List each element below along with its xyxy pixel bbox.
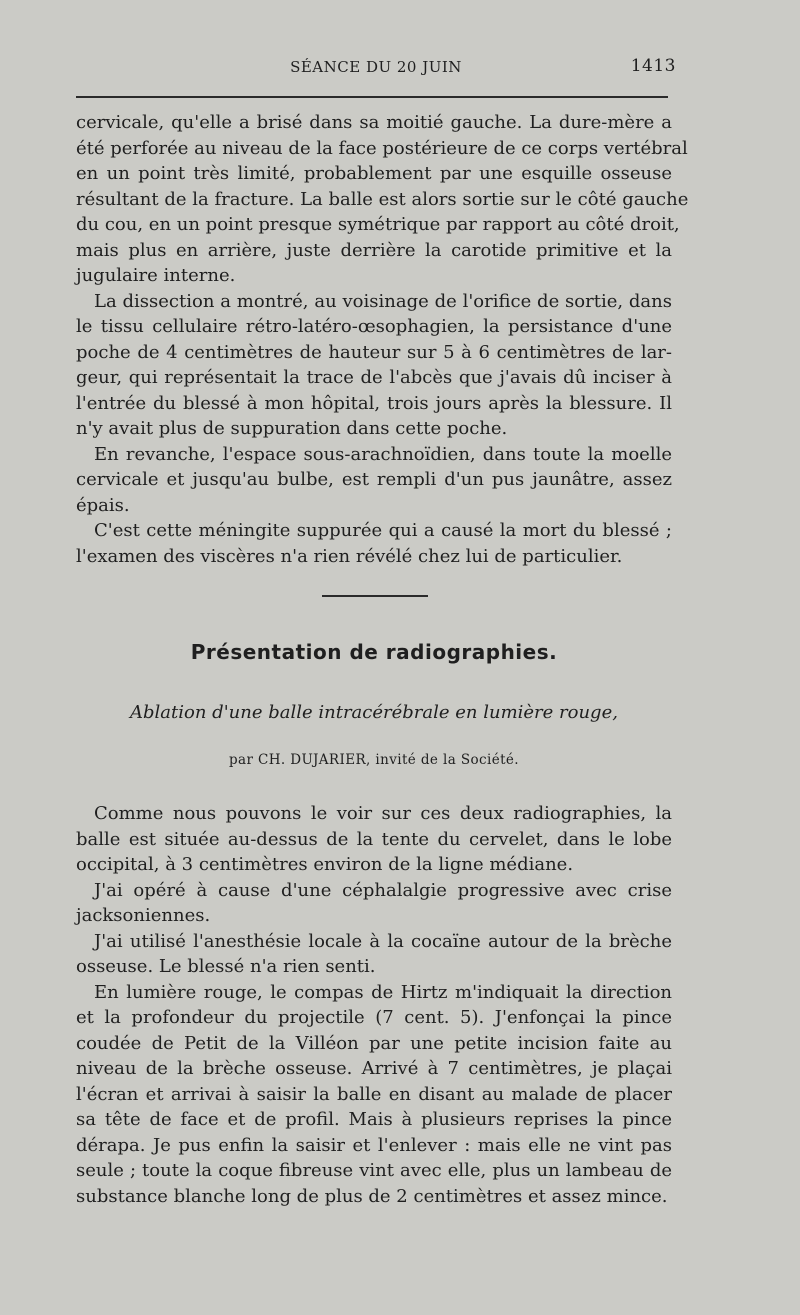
text-line: cervicale et jusqu'au bulbe, est rempli d'un pus jaunâtre, assez: [76, 469, 672, 490]
text-line: poche de 4 centimètres de hauteur sur 5 à 6 centimètres de lar-: [76, 341, 672, 363]
article-body: [76, 801, 672, 1209]
text-line: l'entrée du blessé à mon hôpital, trois jours après la blessure. Il: [76, 392, 672, 414]
text-line: occipital, à 3 centimètres environ de la ligne médiane.: [76, 854, 574, 875]
text-line: l'examen des viscères n'a rien révélé chez lui de particulier.: [76, 545, 623, 567]
section-separator: [322, 595, 428, 597]
text-line: cervicale, qu'elle a brisé dans sa moitié gauche. La dure-mère a: [76, 112, 672, 133]
text-line: osseuse. Le blessé n'a rien senti.: [76, 956, 376, 977]
text-line: balle est située au-dessus de la tente du cervelet, dans le lobe: [76, 828, 672, 850]
text-line: sa tête de face et de profil. Mais à plusieurs reprises la pince: [76, 1109, 672, 1130]
header-rule: [76, 96, 668, 98]
text-line: substance blanche long de plus de 2 centimètres et assez mince.: [76, 1185, 668, 1207]
text-line: épais.: [76, 494, 130, 516]
text-line: du cou, en un point presque symétrique par rapport au côté droit,: [76, 214, 680, 235]
text-line: geur, qui représentait la trace de l'abcès que j'avais dû inciser à: [76, 367, 672, 388]
text-line: dérapa. Je pus enfin la saisir et l'enlever : mais elle ne vint pas: [76, 1134, 672, 1156]
running-head: [76, 54, 676, 82]
text-line: l'écran et arrivai à saisir la balle en disant au malade de placer: [76, 1083, 672, 1105]
text-line: coudée de Petit de la Villéon par une petite incision faite au: [76, 1032, 672, 1054]
text-line: Comme nous pouvons le voir sur ces deux radiographies, la: [94, 803, 672, 824]
running-head-title: SÉANCE DU 20 JUIN: [290, 58, 462, 76]
text-line: J'ai utilisé l'anesthésie locale à la cocaïne autour de la brèche: [94, 930, 672, 952]
text-line: en un point très limité, probablement par une esquille osseuse: [76, 163, 672, 184]
text-line: En revanche, l'espace sous-arachnoïdien, dans toute la moelle: [94, 443, 672, 465]
article-byline: par CH. DUJARIER, invité de la Société.: [228, 752, 519, 768]
text-line: été perforée au niveau de la face postérieure de ce corps vertébral: [76, 137, 688, 159]
text-line: C'est cette méningite suppurée qui a causé la mort du blessé ;: [94, 520, 672, 541]
text-line: seule ; toute la coque fibreuse vint avec elle, plus un lambeau de: [76, 1160, 672, 1181]
text-line: niveau de la brèche osseuse. Arrivé à 7 centimètres, je plaçai: [76, 1058, 672, 1079]
text-line: le tissu cellulaire rétro-latéro-œsophagien, la persistance d'une: [76, 316, 672, 337]
text-line: jugulaire interne.: [76, 265, 236, 286]
text-line: En lumière rouge, le compas de Hirtz m'indiquait la direction: [94, 981, 672, 1003]
section-title: Présentation de radiographies.: [190, 640, 558, 664]
text-line: J'ai opéré à cause d'une céphalalgie progressive avec crise: [94, 879, 672, 901]
text-line: jacksoniennes.: [76, 905, 211, 926]
article-subtitle: Ablation d'une balle intracérébrale en lumière rouge,: [130, 702, 618, 723]
text-line: mais plus en arrière, juste derrière la carotide primitive et la: [76, 239, 672, 261]
text-line: et la profondeur du projectile (7 cent. 5). J'enfonçai la pince: [76, 1007, 672, 1028]
body-text-continued: [76, 110, 689, 569]
text-line: résultant de la fracture. La balle est alors sortie sur le côté gauche: [76, 188, 689, 210]
text-line: La dissection a montré, au voisinage de l'orifice de sortie, dans: [94, 290, 672, 312]
text-line: n'y avait plus de suppuration dans cette poche.: [76, 418, 508, 439]
page-number: 1413: [630, 56, 676, 76]
